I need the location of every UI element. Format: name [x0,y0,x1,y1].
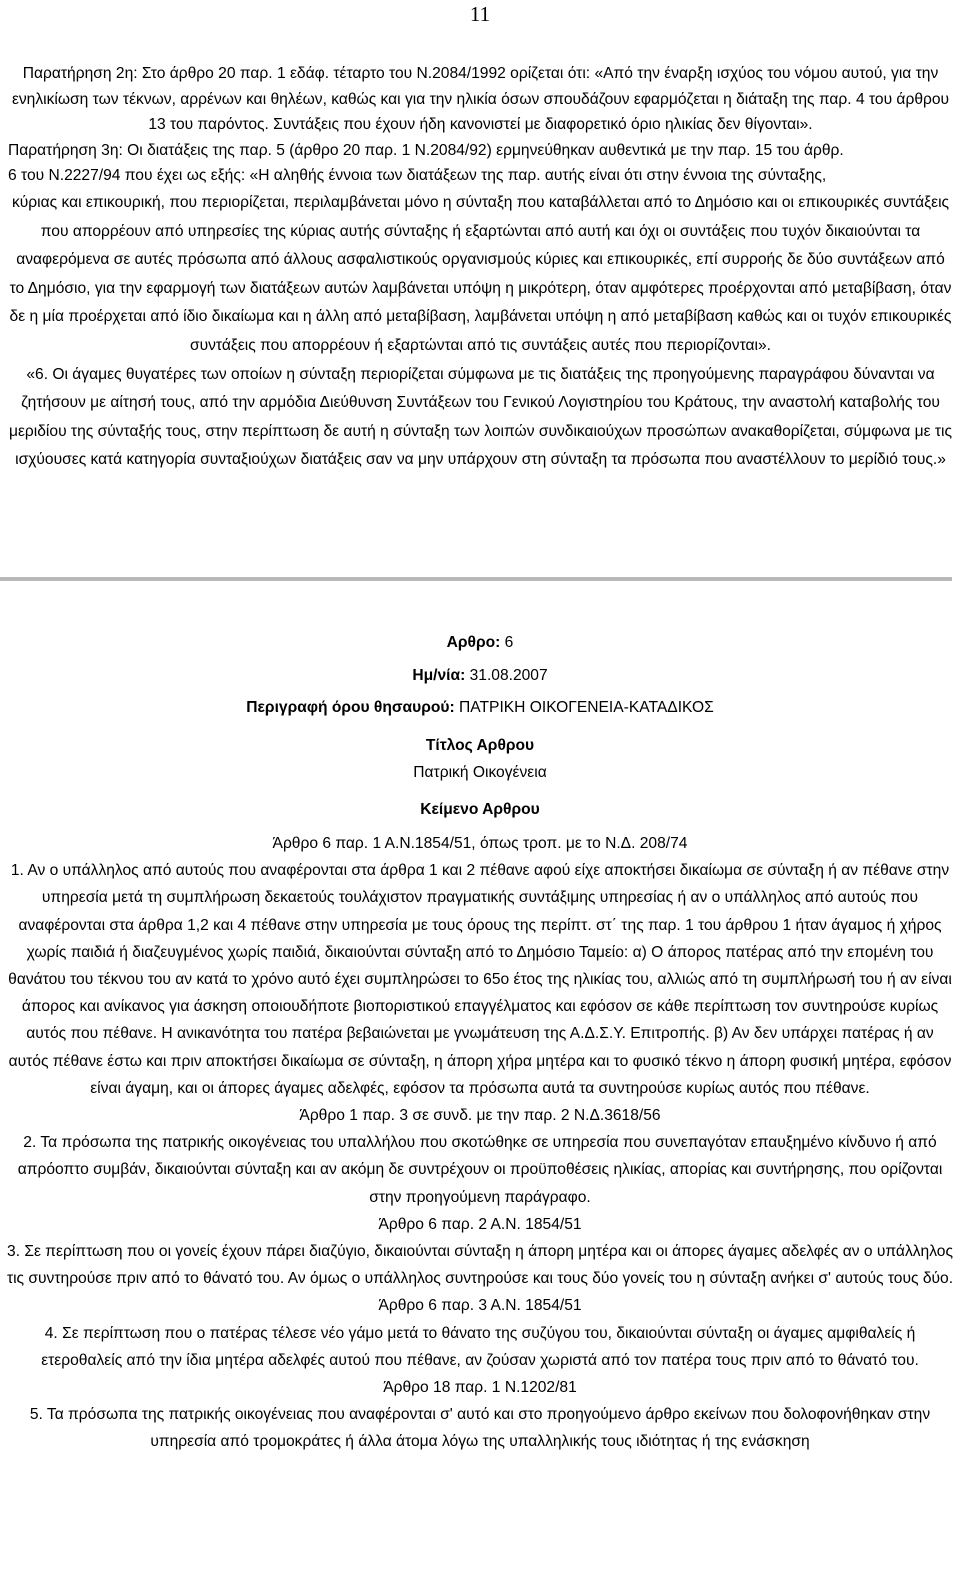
note-3-line-1: Παρατήρηση 3η: Οι διατάξεις της παρ. 5 (άρθρο 20 παρ. 1 Ν.2084/92) ερμηνεύθηκαν αυθεντικά με την παρ. 15 του άρθρ. [8,141,844,159]
body-paragraph-5: 5. Τα πρόσωπα της πατρικής οικογένειας που αναφέρονται σ' αυτό και στο προηγούμενο άρθρο εκείνων που δολοφονήθηκαν στην υπηρεσία από τρομοκράτες ή άλλα άτομα λόγω της υπαλληλικής τους ιδιότητας ή της ενάσκηση [29,1406,931,1451]
reference-1: Άρθρο 6 παρ. 1 Α.Ν.1854/51, όπως τροπ. με το Ν.Δ. 208/74 [272,835,688,852]
thesaurus-term-value: ΠΑΤΡΙΚΗ ΟΙΚΟΓΕΝΕΙΑ-ΚΑΤΑΔΙΚΟΣ [459,699,714,716]
article-title-heading: Τίτλος Αρθρου [425,737,535,754]
article-number-label: Αρθρο: [446,634,501,651]
notes-section [8,61,953,475]
thesaurus-term-row [0,692,960,725]
article-number-value: 6 [504,634,514,651]
reference-4: Άρθρο 6 παρ. 3 Α.Ν. 1854/51 [378,1297,582,1315]
article-date-row [0,660,960,693]
article-date-value: 31.08.2007 [469,666,548,684]
note-2: Παρατήρηση 2η: Στο άρθρο 20 παρ. 1 εδάφ. τέταρτο του Ν.2084/1992 ορίζεται ότι: «Από την έναρξη ισχύος του νόμου αυτού, για την ενηλικίωση των τέκνων, αρρένων και θηλέων, καθώς και για την ηλικία όσων σπουδάζουν εφαρμόζεται η διάταξη της παρ. 4 του άρθρου 13 του παρόντος. Συντάξεις που έχουν ήδη κανονιστεί με διαφορετικό όριο ηλικίας δεν θίγονται». [11,65,950,134]
reference-5: Άρθρο 18 παρ. 1 Ν.1202/81 [383,1379,577,1397]
body-paragraph-3: 3. Σε περίπτωση που οι γονείς έχουν πάρει διαζύγιο, δικαιούνται σύνταξη η άπορη μητέρα και οι άπορες άγαμες αδελφές αν ο υπάλληλος τις συντηρούσε πριν από το θάνατό του. Αν όμως ο υπάλληλος συντηρούσε και τους δύο γονείς του η σύνταξη ανήκει σ' αυτούς τους δύο. [6,1243,954,1288]
article-metadata [0,627,960,725]
article-title-value: Πατρική Οικογένεια [413,764,547,781]
thesaurus-term-label: Περιγραφή όρου θησαυρού: [246,699,455,716]
note-3-body: κύριας και επικουρική, που περιορίζεται, περιλαμβάνεται μόνο η σύνταξη που καταβάλλεται από το Δημόσιο και οι επικουρικές συντάξεις που απορρέουν από υπηρεσίες της κύριας αυτής σύνταξης ή εξαρτώνται από αυτή και όχι οι συντάξεις που τυχόν δικαιούνται τα αναφερόμενα σε αυτές πρόσωπα από άλλους ασφαλιστικούς οργανισμούς κύριες και επικουρικές, επί συρροής δε δύο συντάξεων από το Δημόσιο, για την εφαρμογή των διατάξεων αυτών λαμβάνεται υπόψη η μικρότερη, όταν αμφότερες προέρχονται από μεταβίβαση, όταν δε η μία προέρχεται από ίδιο δικαίωμα και η άλλη από μεταβίβαση, λαμβάνεται υπόψη η από μεταβίβαση καθώς και οι τυχόν επικουρικές συντάξεις που απορρέουν ή εξαρτώνται από τις συντάξεις αυτές που περιορίζονται». [9,193,952,354]
paragraph-6-quote: «6. Οι άγαμες θυγατέρες των οποίων η σύνταξη περιορίζεται σύμφωνα με τις διατάξεις της προηγούμενης παραγράφου δύνανται να ζητήσουν με αίτησή τους, από την αρμόδια Διεύθυνση Συντάξεων του Γενικού Λογιστηρίου του Κράτους, την αναστολή καταβολής του μεριδίου της σύνταξής τους, στην περίπτωση δε αυτή η σύνταξη των λοιπών συνδικαιούχων προσώπων ανακαθορίζεται, σύμφωνα με τις ισχύουσες κατά κατηγορία συνταξιούχων διατάξεις σαν να μην υπάρχουν στη σύνταξη τα πρόσωπα που αναστέλλουν το μερίδιό τους.» [8,365,953,469]
body-paragraph-4: 4. Σε περίπτωση που ο πατέρας τέλεσε νέο γάμο μετά το θάνατο της συζύγου του, δικαιούνται σύνταξη οι άγαμες αμφιθαλείς ή ετεροθαλείς από την ίδια μητέρα αδελφές αυτού που πέθανε, αν ζούσαν χωριστά από τον πατέρα τους πριν από το θάνατό του. [41,1324,919,1369]
reference-3: Άρθρο 6 παρ. 2 Α.Ν. 1854/51 [378,1215,582,1233]
page-number: 11 [469,2,491,26]
article-date-label: Ημ/νία: [412,666,466,684]
article-number-row [0,627,960,660]
reference-2: Άρθρο 1 παρ. 3 σε συνδ. με την παρ. 2 Ν.Δ.3618/56 [299,1107,661,1125]
article-body [6,830,954,1456]
body-paragraph-1: 1. Αν ο υπάλληλος από αυτούς που αναφέρονται στα άρθρα 1 και 2 πέθανε αφού είχε αποκτήσει δικαίωμα σε σύνταξη ή αν πέθανε στην υπηρεσία μετά τη συμπλήρωση δεκαετούς τουλάχιστον πραγματικής συντάξιμης υπηρεσίας ή αν ο υπάλληλος από αυτούς που αναφέρονται στα άρθρα 1,2 και 4 πέθανε στην υπηρεσία με τους όρους της περίπτ. στ΄ της παρ. 1 του άρθρου 1 ήταν άγαμος ή χήρος χωρίς παιδιά ή διαζευγμένος χωρίς παιδιά, δικαιούνται σύνταξη από το Δημόσιο Ταμείο: α) Ο άπορος πατέρας από την επομένη του θανάτου του τέκνου του αν κατά το χρόνο αυτό έχει συμπληρώσει το 65ο έτος της ηλικίας του, αλλιώς από τη συμπλήρωσή του ή αν είναι άπορος και ανίκανος για άσκηση οποιουδήποτε βιοποριστικού επαγγέλματος και εφόσον σε κάθε περίπτωση τον συντηρούσε κυρίως αυτός που πέθανε. Η ανικανότητα του πατέρα βεβαιώνεται με γνωμάτευση της Α.Δ.Σ.Υ. Επιτροπής. β) Αν δεν υπάρχει πατέρας ή αν αυτός πέθανε έστω και πριν αποκτήσει δικαίωμα σε σύνταξη, η άπορη χήρα μητέρα και το φυσικό τέκνο η άπορη φυσική μητέρα, εφόσον είναι άγαμη, και οι άπορες άγαμες αδελφές, εφόσον τα πρόσωπα αυτά τα συντηρούσε κυρίως αυτός που πέθανε. [8,862,952,1097]
note-3-line-2: 6 του Ν.2227/94 που έχει ως εξής: «Η αληθής έννοια των διατάξεων της παρ. αυτής είναι ότι στην έννοια της σύνταξης, [8,167,827,185]
article-text-heading: Κείμενο Αρθρου [420,801,540,818]
section-divider [0,577,952,581]
body-paragraph-2: 2. Τα πρόσωπα της πατρικής οικογένειας του υπαλλήλου που σκοτώθηκε σε υπηρεσία που συνεπαγόταν επαυξημένο κίνδυνο ή από απρόοπτο συμβάν, δικαιούνται σύνταξη και αν ακόμη δε συντρέχουν οι προϋποθέσεις ηλικίας, απορίας και συντήρησης, που ορίζονται στην προηγούμενη παράγραφο. [17,1134,943,1206]
